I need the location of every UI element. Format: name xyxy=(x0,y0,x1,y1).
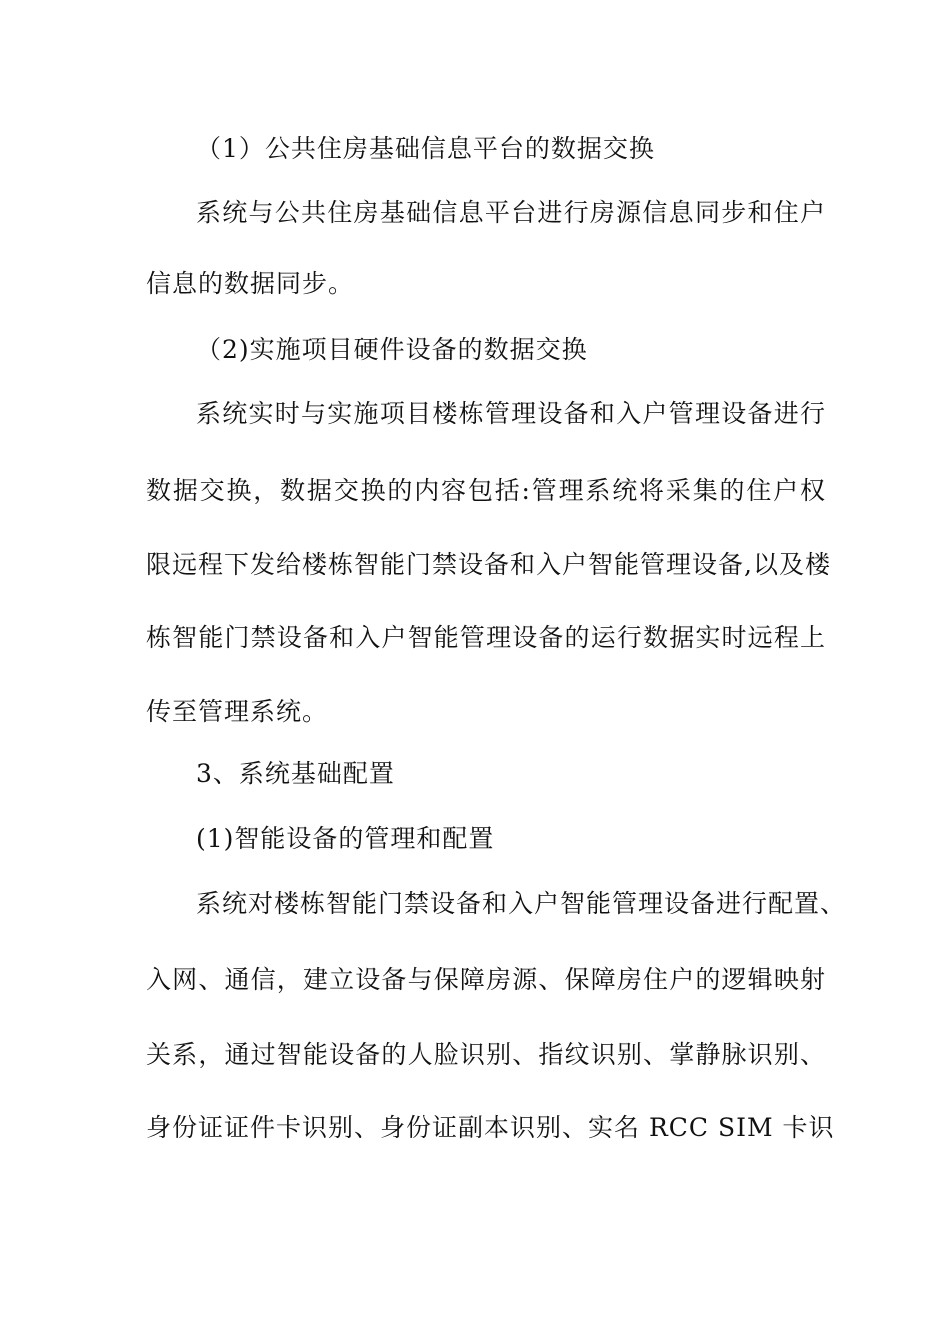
paragraph-line: 关系，通过智能设备的人脸识别、指纹识别、掌静脉识别、 xyxy=(146,1040,826,1069)
section-heading-3: 3、系统基础配置 xyxy=(196,759,395,788)
paragraph-line: 限远程下发给楼栋智能门禁设备和入户智能管理设备,以及楼 xyxy=(146,550,831,579)
paragraph-line: 身份证证件卡识别、身份证副本识别、实名 RCC SIM 卡识 xyxy=(146,1113,835,1142)
paragraph-line: 数据交换，数据交换的内容包括:管理系统将采集的住户权 xyxy=(146,476,826,505)
subsection-heading-3-1: (1)智能设备的管理和配置 xyxy=(196,824,495,853)
paragraph-line: 传至管理系统。 xyxy=(146,697,329,726)
subsection-heading-2: （2)实施项目硬件设备的数据交换 xyxy=(196,335,588,364)
paragraph-line: 系统实时与实施项目楼栋管理设备和入户管理设备进行 xyxy=(196,399,826,428)
paragraph-line: 系统与公共住房基础信息平台进行房源信息同步和住户 xyxy=(196,198,826,227)
subsection-heading-1: （1）公共住房基础信息平台的数据交换 xyxy=(196,134,655,163)
paragraph-line: 系统对楼栋智能门禁设备和入户智能管理设备进行配置、 xyxy=(196,889,847,918)
paragraph-line: 栋智能门禁设备和入户智能管理设备的运行数据实时远程上 xyxy=(146,623,826,652)
paragraph-line: 信息的数据同步。 xyxy=(146,269,355,298)
paragraph-line: 入网、通信，建立设备与保障房源、保障房住户的逻辑映射 xyxy=(146,965,826,994)
